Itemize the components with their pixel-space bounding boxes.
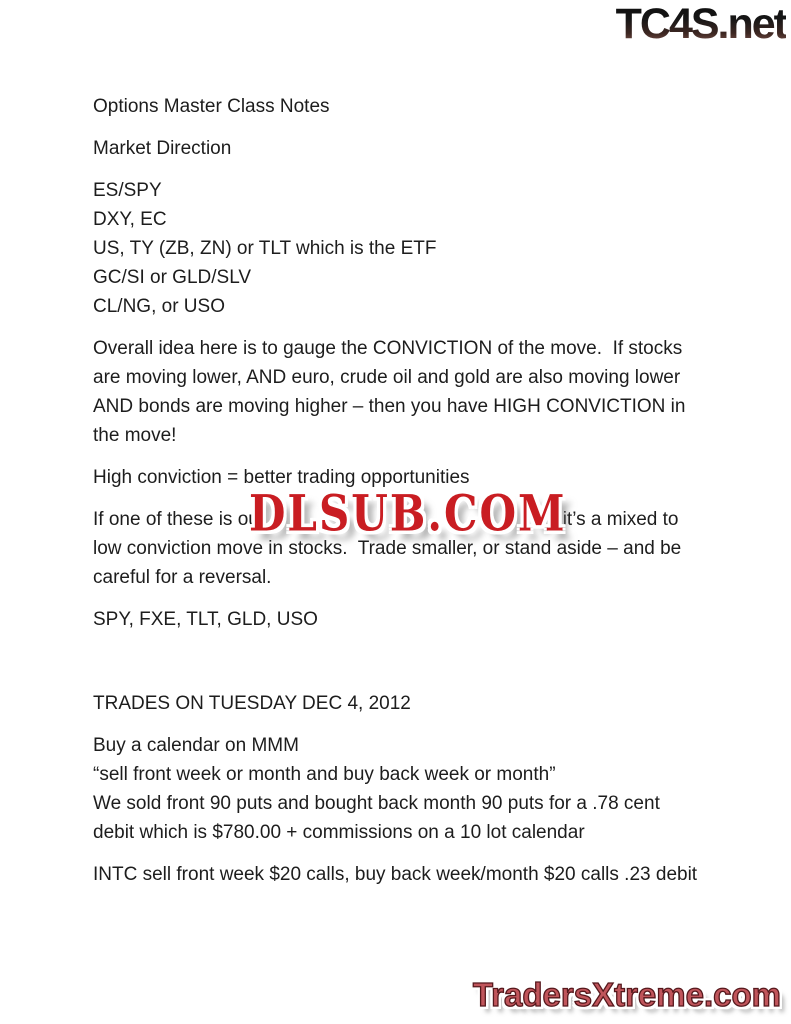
section-heading: TRADES ON TUESDAY DEC 4, 2012 [93,693,411,714]
text-line: careful for a reversal. [93,567,272,588]
text-line: High conviction = better trading opportunities [93,467,470,488]
text-line: GC/SI or GLD/SLV [93,267,252,288]
text-fragment-left: If one of these is ou [93,509,259,530]
text-fragment-right: n it’s a mixed to [546,509,679,530]
page-title: Options Master Class Notes [93,96,330,117]
text-line: US, TY (ZB, ZN) or TLT which is the ETF [93,238,437,259]
paragraph-title [93,92,733,121]
paragraph-mmm-trade [93,731,733,847]
paragraph-ticker-list [93,176,733,321]
tc4s-logo: TC4S.net [615,0,786,48]
paragraph-intc-trade [93,860,733,889]
paragraph-market-direction [93,134,733,163]
text-line: CL/NG, or USO [93,296,225,317]
text-line: Buy a calendar on MMM [93,735,299,756]
text-line: debit which is $780.00 + commissions on a 10 lot calendar [93,822,585,843]
text-line: the move! [93,425,177,446]
text-line: Overall idea here is to gauge the CONVICTION of the move. If stocks [93,338,683,359]
vertical-spacer [93,647,733,689]
text-line: INTC sell front week $20 calls, buy back week/month $20 calls .23 debit [93,864,698,885]
text-line: We sold front 90 puts and bought back month 90 puts for a .78 cent [93,793,660,814]
text-line: are moving lower, AND euro, crude oil and gold are also moving lower [93,367,681,388]
section-heading: Market Direction [93,138,232,159]
paragraph-etf-list [93,605,733,634]
text-line: SPY, FXE, TLT, GLD, USO [93,609,318,630]
text-line: low conviction move in stocks. Trade smaller, or stand aside – and be [93,538,682,559]
text-line: “sell front week or month and buy back week or month” [93,764,556,785]
dlsub-watermark: DLSUB.COM [249,484,567,543]
text-line: DXY, EC [93,209,167,230]
text-line: ES/SPY [93,180,162,201]
paragraph-trades-heading [93,689,733,718]
paragraph-overall-idea [93,334,733,450]
tradersxtreme-logo: TradersXtreme.com [472,976,781,1013]
text-line: AND bonds are moving higher – then you have HIGH CONVICTION in [93,396,686,417]
